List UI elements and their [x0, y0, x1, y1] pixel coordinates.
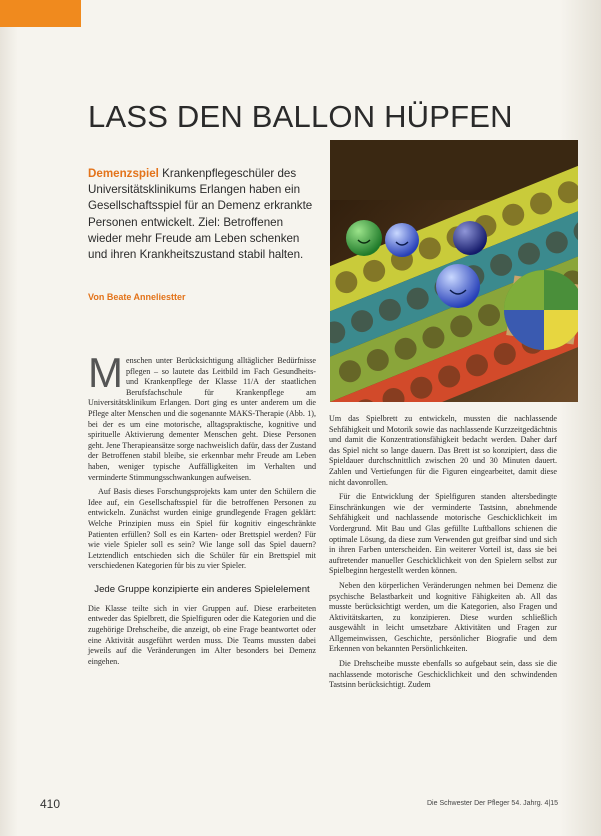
- article-column-right: [329, 414, 557, 804]
- article-column-left: [88, 349, 316, 796]
- page-number: 410: [40, 797, 61, 811]
- lead-kicker: Demenzspiel: [88, 167, 159, 180]
- article-title: LASS DEN BALLON HÜPFEN: [88, 98, 513, 134]
- section-color-tab: [0, 0, 81, 27]
- lead-text: Krankenpflegeschüler des Universitätsklinikums Erlangen haben ein Gesellschaftsspiel für an Demenz erkrankte Personen entwickelt. Ziel: Betroffenen wieder mehr Freude am Leben schenken und ihren Krankheitszustand stabil halten.: [88, 167, 313, 262]
- body-paragraph: Neben den körperlichen Veränderungen nehmen bei Demenz die psychische Belastbarkeit und kognitive Fähigkeiten ab. All das musste berücksichtigt werden, um die Kategorien, also Fragen und Aktivitätskarten, zu konzipieren. Diese wurden schließlich ausgewählt in leicht umsetzbare Aktivitäten und Fragen zur Allgemeinwissen, Geschichte, persönlicher Biografie und dem Erkennen von bekannten Persönlichkeiten.: [329, 580, 557, 654]
- game-board-photo: [330, 140, 578, 402]
- game-board-illustration: [330, 140, 578, 402]
- drop-cap: M: [88, 349, 123, 396]
- body-paragraph: Für die Entwicklung der Spielfiguren standen altersbedingte Einschränkungen wie der verminderte Tastsinn, abnehmende Sehfähigkeit und nachlassende motorische Geschicklichkeit im Vordergrund. Mit Bau und Glas gefüllte Luftballons schienen die optimale Lösung, da diese zum Verwenden gut greifbar sind und sich in ihren Farben unterscheiden. Ein weiterer Vorteil ist, dass sie bei auftretender manueller Geschicklichkeit von den Spielern selbst zur Spielbeginn hergestellt werden können.: [329, 492, 557, 576]
- body-paragraph: Die Klasse teilte sich in vier Gruppen auf. Diese erarbeiteten entweder das Spielbrett, die Spielfiguren oder die Kategorien und die zugehörige Drehscheibe, die anzeigt, ob eine Frage beantwortet oder eine Aktivität ausgeführt werden muss. Die Teams mussten dabei jeweils auf die Veränderungen im Alter besonders bei Demenz eingehen.: [88, 603, 316, 666]
- body-paragraph: Die Drehscheibe musste ebenfalls so aufgebaut sein, dass sie die nachlassende motorische Geschicklichkeit und den schwindenden Tastsinn berücksichtigt. Zudem: [329, 659, 557, 690]
- body-paragraph: Um das Spielbrett zu entwickeln, mussten die nachlassende Sehfähigkeit und Motorik sowie das nachlassende Kurzzeitgedächtnis und damit die Konzentrationsfähigkeit bedacht werden. Daher darf das Spiel nicht so lange dauern. Das Brett ist so konzipiert, dass die Spieldauer durchschnittlich zwischen 20 und 30 Minuten dauert. Zahlen und Vertiefungen für die Figuren eingearbeitet, damit diese nicht davonrollen.: [329, 414, 557, 487]
- body-text: enschen unter Berücksichtigung alltäglicher Bedürfnisse pflegen – so lautete das Leitbild im Fach Gesundheits- und Krankenpflege der Klasse 11/A der staatlichen Berufsfachschule für Krankenpflege am Universitätsklinikum Erlangen. Dort ging es unter anderem um die Pflege alter Menschen und die sogenannte MAKS-Therapie (Abb. 1), bei der es um eine motorische, alltagspraktische, kognitive und spirituelle Aktivierung dementer Menschen geht. Diese Personen geht. Jene Therapieansätze sorge nachweislich dafür, dass der Zustand der Betroffenen stabil bleibe, sie erkennbar mehr Freude am Leben haben, weniger typische Auffälligkeiten im Verhalten und verminderte Stimmungsschwankungen aufweisen.: [88, 356, 316, 482]
- section-subheading: Jede Gruppe konzipierte ein anderes Spielelement: [94, 583, 310, 595]
- body-paragraph: [88, 349, 316, 483]
- article-lead: [88, 166, 320, 263]
- journal-footer: Die Schwester Der Pfleger 54. Jahrg. 4|15: [427, 800, 558, 807]
- article-author: Von Beate Anneliestter: [88, 292, 186, 302]
- body-paragraph: Auf Basis dieses Forschungsprojekts kam unter den Schülern die Idee auf, ein Gesellschaftsspiel für die betroffenen Personen zu entwickeln. Zunächst wurden einige grundlegende Fragen geklärt: Welche Prinzipien muss ein Spiel für kognitiv eingeschränkte Patienten erfüllen? Soll es ein Karten- oder Brettspiel werden? Für wie viele Spieler soll es sein? Wie lange soll das Spiel dauern? Letztendlich entschieden sich die Schüler für ein Brettspiel mit verschiedenen Kategorien für bis zu vier Spieler.: [88, 487, 316, 571]
